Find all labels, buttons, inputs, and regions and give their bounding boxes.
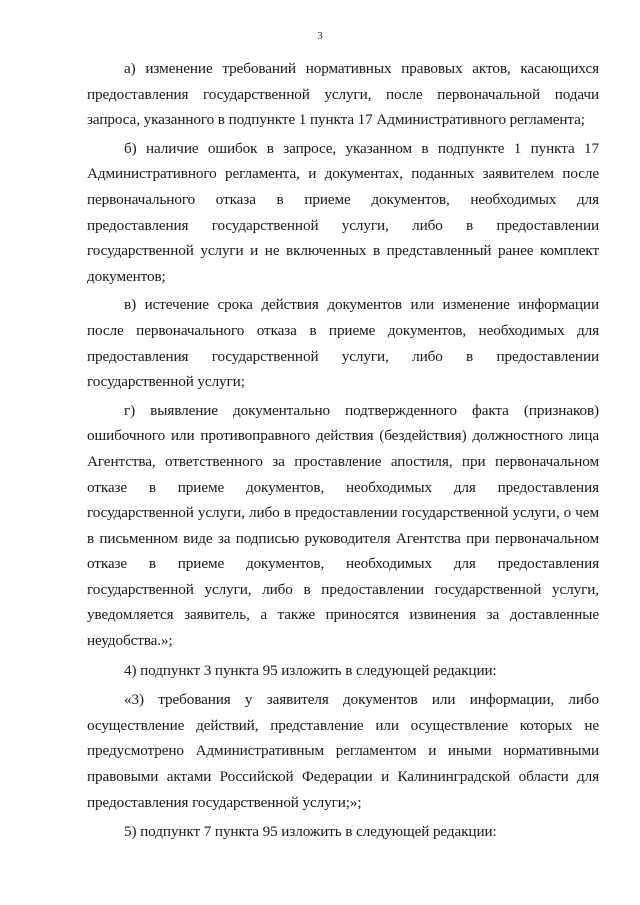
paragraph-item-5: 5) подпункт 7 пункта 95 изложить в следующей редакции: xyxy=(124,823,497,841)
paragraph-b: б) наличие ошибок в запросе, указанном в подпункте 1 пункта 17 Административного регламента, и документах, поданных заявителем после первоначального отказа в приеме документов, необходимых для предоставления государственной услуги, либо в предоставлении государственной услуги и не включенных в представленный ранее комплект документов; xyxy=(87,139,599,285)
page-number: 3 xyxy=(317,30,323,42)
paragraph-item-4: 4) подпункт 3 пункта 95 изложить в следующей редакции: xyxy=(124,661,497,679)
paragraph-v: в) истечение срока действия документов или изменение информации после первоначального отказа в приеме документов, необходимых для предоставления государственной услуги, либо в предоставлении государственной услуги; xyxy=(87,296,599,391)
paragraph-quote-3: «3) требования у заявителя документов или информации, либо осуществление действий, представление или осуществление которых не предусмотрено Административным регламентом и иными нормативными правовыми актами Российской Федерации и Калининградской области для предоставления государственной услуги;»; xyxy=(87,691,599,811)
paragraph-a: а) изменение требований нормативных правовых актов, касающихся предоставления государственной услуги, после первоначальной подачи запроса, указанного в подпункте 1 пункта 17 Административного регламента; xyxy=(87,60,599,129)
document-body xyxy=(87,56,599,845)
paragraph-g: г) выявление документально подтвержденного факта (признаков) ошибочного или противоправного действия (бездействия) должностного лица Агентства, ответственного за проставление апостиля, при первоначальном отказе в приеме документов, необходимых для предоставления государственной услуги, либо в предоставлении государственной услуги, о чем в письменном виде за подписью руководителя Агентства при первоначальном отказе в приеме документов, необходимых для предоставления государственной услуги, либо в предоставлении государственной услуги, уведомляется заявитель, а также приносятся извинения за доставленные неудобства.»; xyxy=(87,401,599,650)
